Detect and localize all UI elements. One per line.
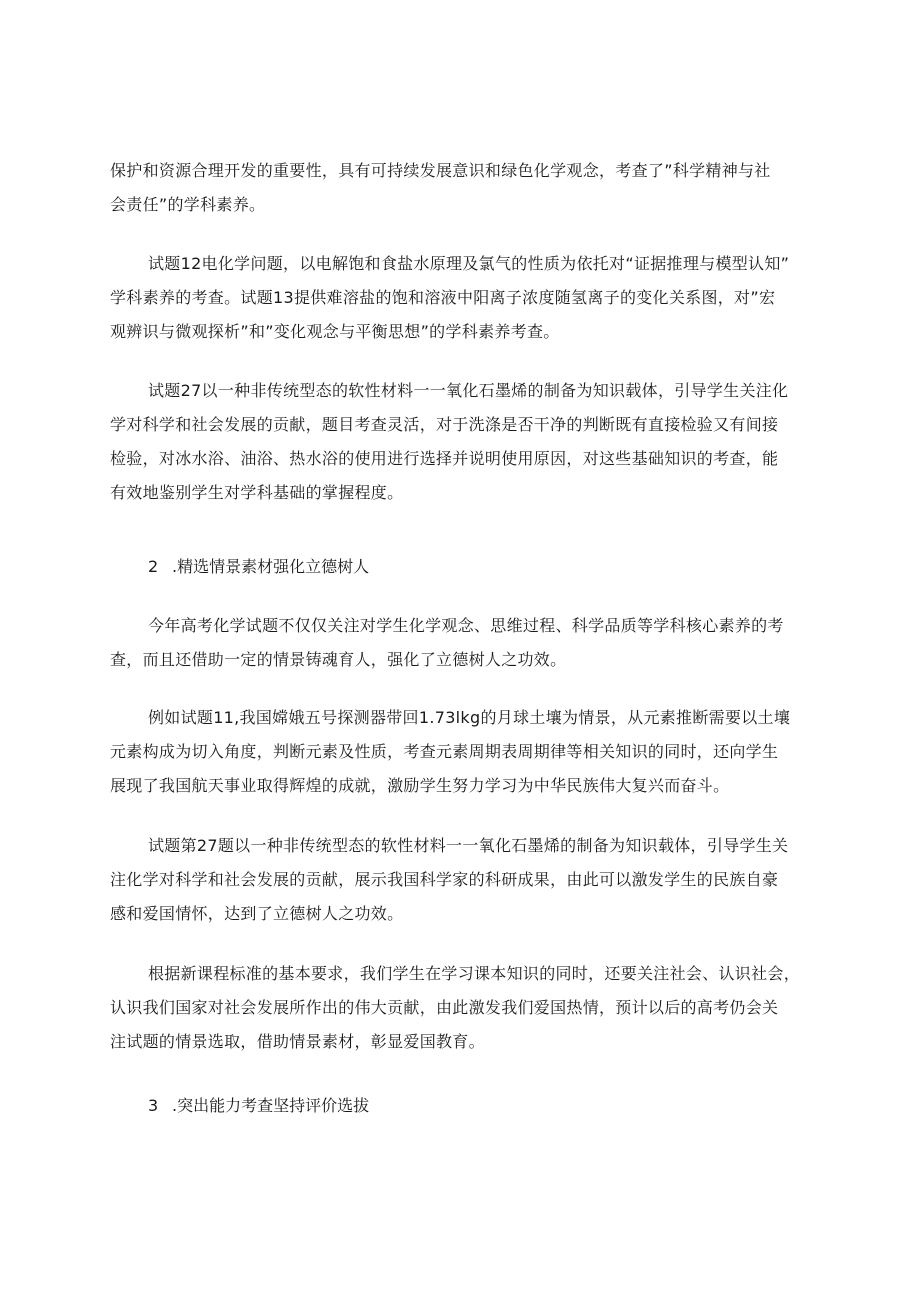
text-line: 例如试题11,我国嫦娥五号探测器带回1.73lkg的月球土壤为情景，从元素推断需要以土壤 (148, 708, 791, 727)
text-line: 保护和资源合理开发的重要性，具有可持续发展意识和绿色化学观念，考查了”科学精神与社 (110, 161, 771, 180)
section-title: .突出能力考查坚持评价选拔 (172, 1096, 370, 1115)
text-line: 观辨识与微观探析”和”变化观念与平衡思想”的学科素养考查。 (110, 322, 560, 341)
paragraph-resource-protection (110, 154, 806, 222)
paragraph-question-27 (110, 374, 806, 510)
text-line: 感和爱国情怀，达到了立德树人之功效。 (110, 904, 404, 923)
section-heading-3 (148, 1089, 369, 1123)
text-line: 学对科学和社会发展的贡献，题目考查灵活，对于洗涤是否干净的判断既有直接检验又有间接 (110, 415, 779, 434)
text-line: 学科素养的考查。试题13提供难溶盐的饱和溶液中阳离子浓度随氢离子的变化关系图，对”宏 (110, 288, 776, 307)
paragraph-question-27-patriotism (110, 829, 806, 931)
text-line: 试题第27题以一种非传统型态的软性材料一一氧化石墨烯的制备为知识载体，引导学生关 (148, 836, 789, 855)
paragraph-curriculum-standard (110, 957, 806, 1059)
text-line: 查，而且还借助一定的情景铸魂育人，强化了立德树人之功效。 (110, 650, 567, 669)
text-line: 注试题的情景选取，借助情景素材，彰显爱国教育。 (110, 1032, 485, 1051)
text-line: 检验，对冰水浴、油浴、热水浴的使用进行选择并说明使用原因，对这些基础知识的考查，能 (110, 449, 779, 468)
text-line: 有效地鉴别学生对学科基础的掌握程度。 (110, 483, 404, 502)
text-line: 试题27以一种非传统型态的软性材料一一氧化石墨烯的制备为知识载体，引导学生关注化 (148, 381, 789, 400)
text-line: 展现了我国航天事业取得辉煌的成就，激励学生努力学习为中华民族伟大复兴而奋斗。 (110, 776, 730, 795)
section-number: 3 (148, 1096, 159, 1115)
paragraph-question-12-13 (110, 247, 806, 349)
text-line: 认识我们国家对社会发展所作出的伟大贡献，由此激发我们爱国热情，预计以后的高考仍会关 (110, 998, 779, 1017)
text-line: 注化学对科学和社会发展的贡献，展示我国科学家的科研成果，由此可以激发学生的民族自豪 (110, 870, 779, 889)
paragraph-question-11 (110, 701, 806, 803)
text-line: 元素构成为切入角度，判断元素及性质，考查元素周期表周期律等相关知识的同时，还向学生 (110, 742, 779, 761)
text-line: 今年高考化学试题不仅仅关注对学生化学观念、思维过程、科学品质等学科核心素养的考 (148, 616, 784, 635)
text-line: 试题12电化学问题，以电解饱和食盐水原理及氯气的性质为依托对“证据推理与模型认知” (148, 254, 790, 273)
section-number: 2 (148, 557, 159, 576)
text-line: 会责任”的学科素养。 (110, 195, 266, 214)
section-title: .精选情景素材强化立德树人 (172, 557, 370, 576)
text-line: 根据新课程标准的基本要求，我们学生在学习课本知识的同时，还要关注社会、认识社会， (148, 964, 801, 983)
section-heading-2 (148, 550, 369, 584)
paragraph-scenario-intro (110, 609, 806, 677)
